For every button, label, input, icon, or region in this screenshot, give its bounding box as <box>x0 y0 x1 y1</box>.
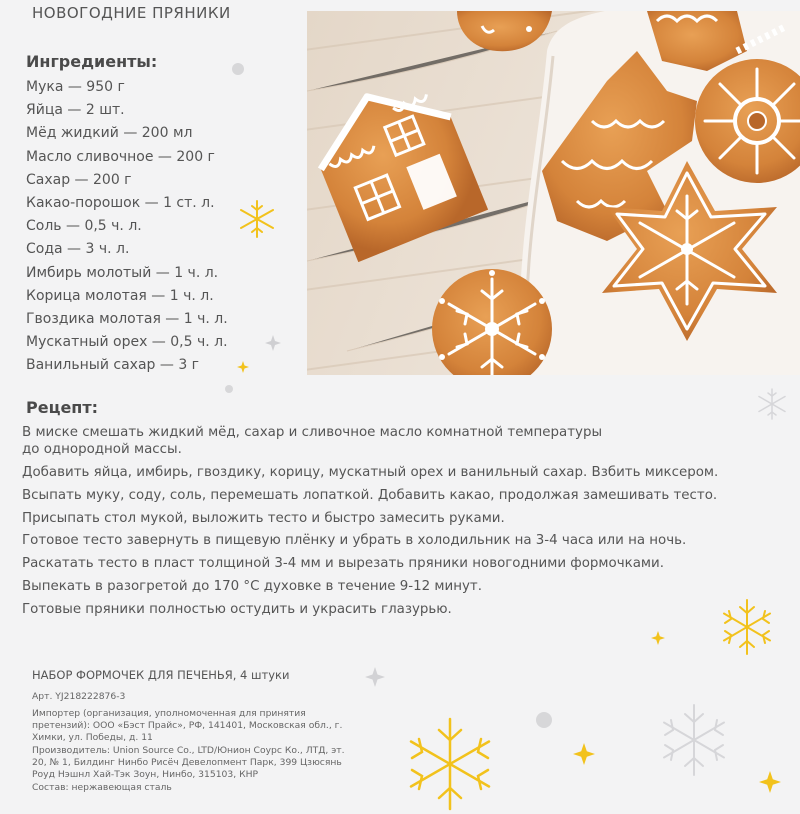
ingredient-item: Сода — 3 ч. л. <box>26 241 130 258</box>
decor-dot <box>232 63 244 75</box>
ingredient-item: Сахар — 200 г <box>26 171 132 188</box>
material-info: Состав: нержавеющая сталь <box>32 782 172 793</box>
snowflake-icon <box>400 714 500 814</box>
star-icon <box>264 334 282 352</box>
snowflake-icon <box>754 386 790 422</box>
star-icon <box>364 666 386 688</box>
ingredient-item: Мука — 950 г <box>26 79 125 95</box>
decor-dot <box>536 712 552 728</box>
page-title: НОВОГОДНИЕ ПРЯНИКИ <box>32 4 231 22</box>
ingredient-item: Корица молотая — 1 ч. л. <box>26 287 214 304</box>
recipe-step-line: В миске смешать жидкий мёд, сахар и сливочное масло комнатной температуры <box>22 425 603 440</box>
star-icon <box>236 360 250 374</box>
snowflake-icon <box>236 198 278 240</box>
article-number: Арт. YJ218222876-3 <box>32 691 126 702</box>
ingredient-item: Гвоздика молотая — 1 ч. л. <box>26 311 228 328</box>
recipe-step-line: до однородной массы. <box>22 442 182 457</box>
ingredient-item: Мускатный орех — 0,5 ч. л. <box>26 334 228 351</box>
recipe-heading: Рецепт: <box>26 398 99 417</box>
recipe-step: Раскатать тесто в пласт толщиной 3-4 мм и вырезать пряники новогодними формочками. <box>22 556 664 572</box>
star-icon <box>650 630 666 646</box>
gingerbread-photo <box>307 11 800 375</box>
recipe-step: Добавить яйца, имбирь, гвоздику, корицу, мускатный орех и ванильный сахар. Взбить миксером. <box>22 465 719 480</box>
manufacturer-info: Производитель: Union Source Co., LTD/Юнион Соурс Ко., ЛТД, эт. 20, № 1, Билдинг Нинбо Рисёч Девелопмент Парк, 399 Цзюсянь Роуд Нэшнл Хай-Тэк Зоун, Нинбо, 315103, КНР <box>32 745 345 780</box>
ingredients-list <box>26 76 228 378</box>
ingredients-heading: Ингредиенты: <box>26 52 158 71</box>
importer-info: Импортер (организация, уполномоченная для принятия претензий): ООО «Бэст Прайс», РФ, 141401, Московская обл., г. Химки, ул. Победы, д. 11 <box>32 708 343 743</box>
star-icon <box>572 742 596 766</box>
ingredient-item: Имбирь молотый — 1 ч. л. <box>26 264 219 281</box>
ingredient-item: Масло сливочное — 200 г <box>26 148 215 165</box>
recipe-step: Всыпать муку, соду, соль, перемешать лопаткой. Добавить какао, продолжая замешивать тесто. <box>22 487 718 503</box>
recipe-steps <box>22 424 800 622</box>
ingredient-item: Яйца — 2 шт. <box>26 102 125 119</box>
recipe-step: Выпекать в разогретой до 170 °С духовке в течение 9-12 минут. <box>22 578 482 594</box>
ingredient-item: Какао-порошок — 1 ст. л. <box>26 195 215 212</box>
recipe-step: Готовое тесто завернуть в пищевую плёнку и убрать в холодильник на 3-4 часа или на ночь. <box>22 533 687 549</box>
star-icon <box>758 770 782 794</box>
product-title: НАБОР ФОРМОЧЕК ДЛЯ ПЕЧЕНЬЯ, 4 штуки <box>32 668 290 682</box>
snowflake-icon <box>654 700 734 780</box>
recipe-step: Готовые пряники полностью остудить и украсить глазурью. <box>22 601 452 617</box>
ingredient-item: Соль — 0,5 ч. л. <box>26 218 142 235</box>
recipe-step <box>22 424 800 458</box>
decor-dot <box>225 385 233 393</box>
ingredient-item: Ванильный сахар — 3 г <box>26 357 200 374</box>
recipe-step: Присыпать стол мукой, выложить тесто и быстро замесить руками. <box>22 510 505 526</box>
ingredient-item: Мёд жидкий — 200 мл <box>26 125 193 142</box>
